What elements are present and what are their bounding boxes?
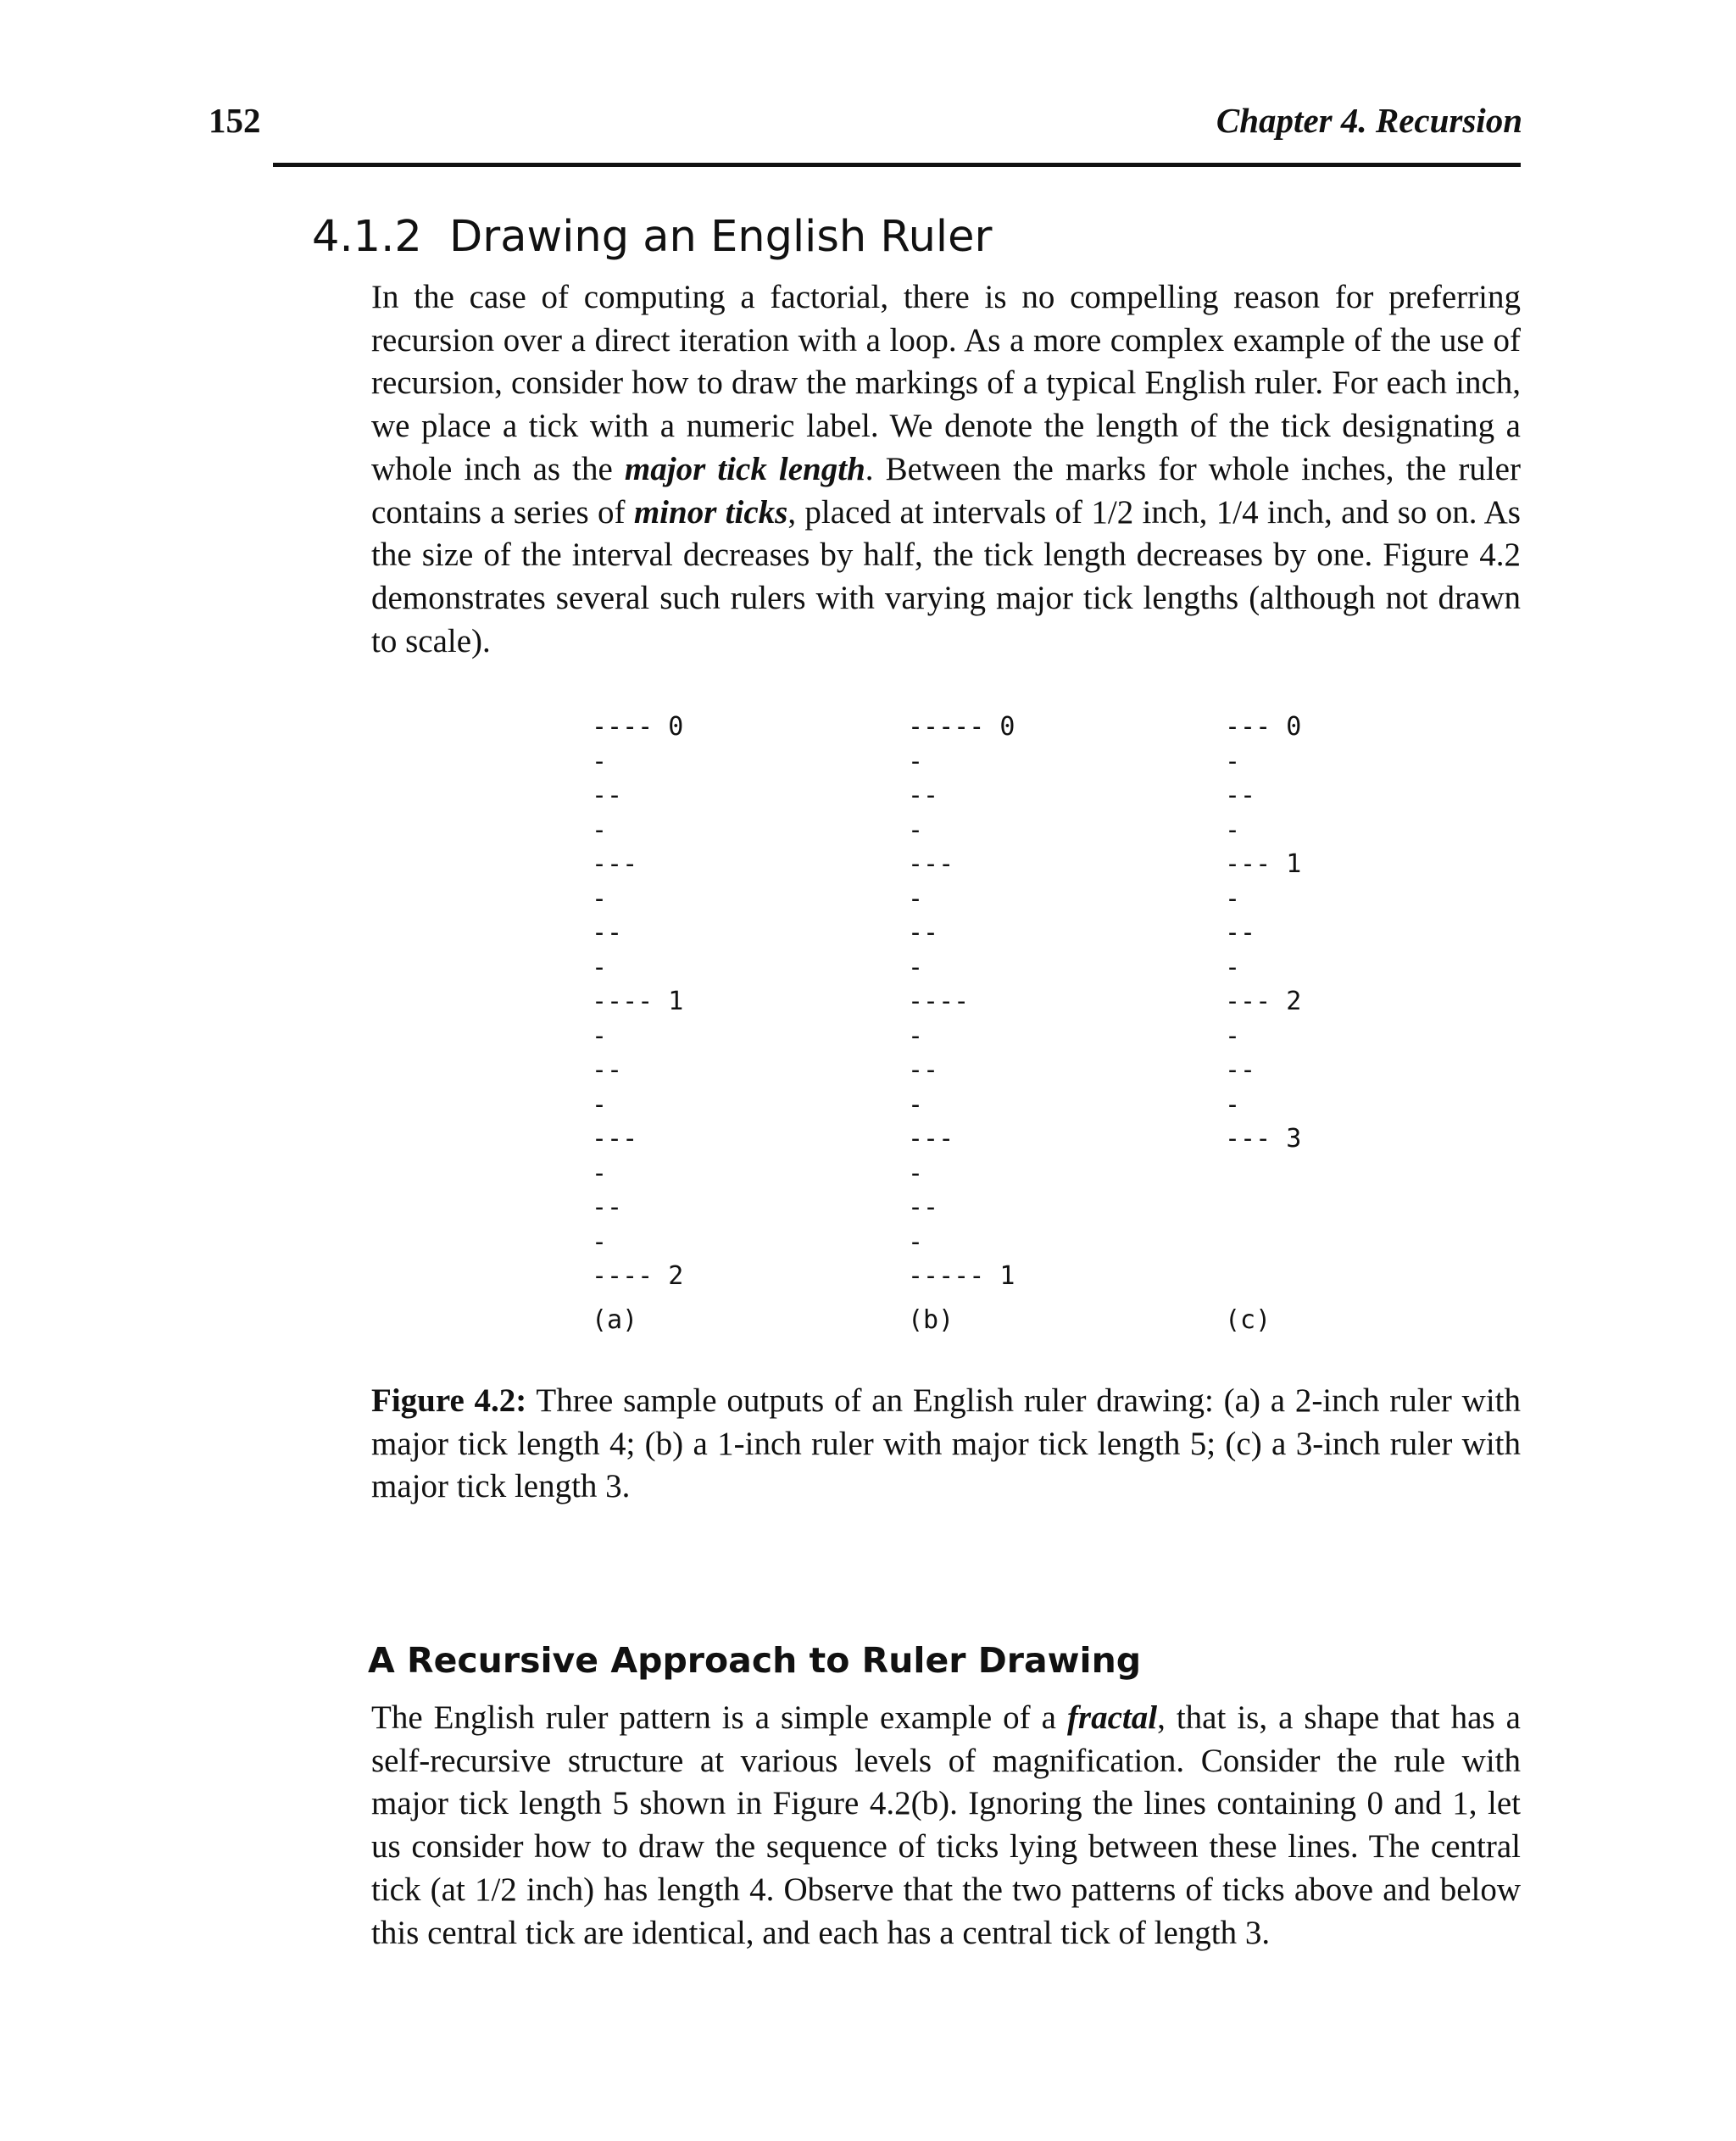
intro-text-2: . Between the marks for whole inches, the ruler contains a series of [371,450,1521,531]
ruler-b-line: ----- 0 [908,712,1015,742]
ruler-b-line: -- [908,1193,939,1222]
figure-caption-text: Three sample outputs of an English ruler drawing: (a) a 2-inch ruler with major tick length 4; (b) a 1-inch ruler with major tick length 5; (c) a 3-inch ruler with major tick length 3. [371,1382,1521,1505]
ruler-c-line: - [1225,952,1241,982]
ruler-b-line: - [908,1226,924,1257]
ruler-a-line: - [592,952,608,982]
ruler-b-line: --- [908,849,954,879]
section-title: Drawing an English Ruler [449,212,993,263]
ruler-b-line: -- [908,781,939,810]
ruler-a-line: -- [592,781,623,810]
intro-text-1: In the case of computing a factorial, there is no compelling reason for preferring recursion over a direct iteration with a loop. As a more complex example of the use of recursion, consider how to draw the markings of a typical English ruler. For each inch, we place a tick with a numeric label. We denote the length of the tick designating a whole inch as the [371,279,1521,487]
ruler-b-line: -- [908,1055,939,1085]
ruler-c-line: --- 1 [1225,849,1302,879]
ruler-c-line: - [1225,1020,1241,1051]
header-rule [273,163,1521,167]
ruler-c-line: --- 3 [1225,1124,1302,1154]
ruler-b-line: - [908,1158,924,1188]
ruler-a-line: - [592,815,608,845]
ruler-b-line: - [908,1089,924,1120]
ruler-c-line: -- [1225,781,1256,810]
ruler-b-line: --- [908,1124,954,1154]
ruler-a-line: - [592,1158,608,1188]
term-major-tick-length: major tick length [624,450,865,487]
subsection-heading: A Recursive Approach to Ruler Drawing [368,1640,1142,1681]
ruler-a-line: ---- 2 [592,1261,684,1291]
intro-text-3: , placed at intervals of 1/2 inch, 1/4 inch, and so on. As the size of the interval decreases by half, the tick length decreases by one. Figure 4.2 demonstrates several such rulers with varying major tick lengths (although not drawn to scale). [371,493,1521,659]
ruler-b-line: - [908,746,924,776]
ruler-c [1225,710,1301,1157]
figure-caption [371,1380,1521,1509]
ruler-b-line: -- [908,918,939,948]
ruler-label-b: (b) [908,1305,954,1335]
page-number: 152 [209,101,261,140]
ruler-c-line: --- 0 [1225,712,1302,742]
ruler-a-line: - [592,1089,608,1120]
ruler-c-line: --- 2 [1225,987,1302,1016]
section-heading [312,212,992,262]
intro-paragraph [371,276,1521,663]
term-minor-ticks: minor ticks [633,493,788,531]
ruler-c-line: - [1225,815,1241,845]
ruler-c-line: - [1225,883,1241,914]
ruler-b-line: ---- [908,987,970,1016]
second-paragraph [371,1697,1521,1955]
second-text-1: The English ruler pattern is a simple example of a [371,1699,1067,1736]
ruler-a-line: ---- 1 [592,987,684,1016]
ruler-a-line: ---- 0 [592,712,684,742]
ruler-b-line: - [908,1020,924,1051]
ruler-label-c: (c) [1225,1305,1271,1335]
ruler-b-line: - [908,883,924,914]
ruler-b-line: - [908,815,924,845]
second-text-2: , that is, a shape that has a self-recursive structure at various levels of magnification. Consider the rule with major tick length 5 shown in Figure 4.2(b). Ignoring the lines containing 0 and 1, let us consider how to draw the sequence of ticks lying between these lines. The central tick (at 1/2 inch) has length 4. Observe that the two patterns of ticks above and below this central tick are identical, and each has a central tick of length 3. [371,1699,1521,1951]
ruler-c-line: - [1225,1089,1241,1120]
ruler-a-line: - [592,883,608,914]
ruler-a-line: -- [592,1193,623,1222]
ruler-a-line: - [592,1226,608,1257]
ruler-a [592,710,683,1294]
ruler-a-line: - [592,746,608,776]
term-fractal: fractal [1066,1699,1158,1736]
ruler-a-line: --- [592,849,638,879]
ruler-c-line: -- [1225,1055,1256,1085]
ruler-b [908,710,1015,1294]
ruler-a-line: -- [592,1055,623,1085]
ruler-b-line: - [908,952,924,982]
running-head: Chapter 4. Recursion [1216,101,1522,140]
ruler-label-a: (a) [592,1305,638,1335]
ruler-a-line: - [592,1020,608,1051]
figure-caption-label: Figure 4.2: [371,1382,527,1419]
ruler-a-line: --- [592,1124,638,1154]
ruler-c-line: -- [1225,918,1256,948]
ruler-b-line: ----- 1 [908,1261,1015,1291]
ruler-c-line: - [1225,746,1241,776]
ruler-a-line: -- [592,918,623,948]
section-number: 4.1.2 [312,212,422,263]
